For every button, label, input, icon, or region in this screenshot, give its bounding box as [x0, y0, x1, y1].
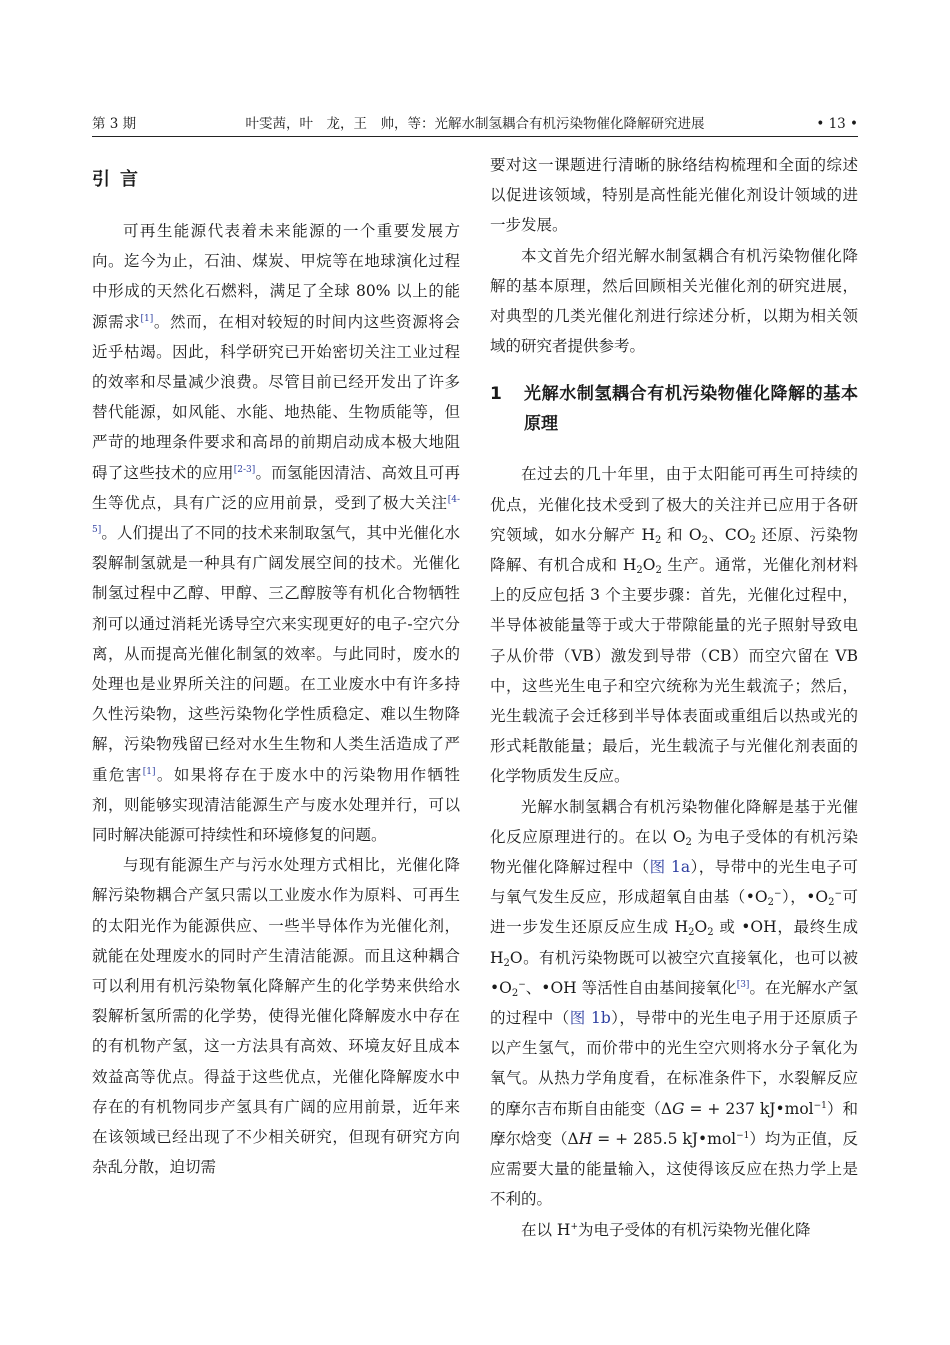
- section-1-paragraph-2: 光解水制氢耦合有机污染物催化降解是基于光催化反应原理进行的。在以 $O_2$ 为电子受体的有机污染物光催化降解过程中（图 1a），导带中的光生电子可与氧气发生反应，形成超氧自由基$(•O_2^-)$，$•O_2^-$可进一步发生还原反应生成 $H_2O_2$ 或 •OH，最终生成 $H_2O$。有机污染物既可以被空穴直接氧化，也可以被$•O_2^-$、•OH 等活性自由基间接氧化[3]。在光解水产氢的过程中（图 1b），导带中的光生电子用于还原质子以产生氢气，而价带中的光生空穴则将水分子氧化为氧气。从热力学角度看，在标准条件下，水裂解反应的摩尔吉布斯自由能变（ΔG = + 237 kJ•mol$^{-1}$）和摩尔焓变（ΔH = + 285.5 kJ•mol$^{-1}$）均为正值，反应需要大量的能量输入，这使得该反应在热力学上是不利的。: [490, 797, 858, 1209]
- running-header: [92, 113, 858, 135]
- figure-1a-link[interactable]: 图 1a: [649, 858, 691, 877]
- header-rule: [92, 136, 858, 137]
- figure-1b-link[interactable]: 图 1b: [569, 1009, 611, 1028]
- citation-link[interactable]: [2-3]: [233, 464, 256, 475]
- intro-paragraph-3: 本文首先介绍光解水制氢耦合有机污染物催化降解的基本原理，然后回顾相关光催化剂的研究进展，对典型的几类光催化剂进行综述分析，以期为相关领域的研究者提供参考。: [490, 246, 858, 356]
- intro-paragraph-1: 可再生能源代表着未来能源的一个重要发展方向。迄今为止，石油、煤炭、甲烷等在地球演化过程中形成的天然化石燃料，满足了全球 80% 以上的能源需求[1]。然而，在相对较短的时间内这些资源将会近乎枯竭。因此，科学研究已开始密切关注工业过程的效率和尽量减少浪费。尽管目前已经开发出了许多替代能源，如风能、水能、地热能、生物质能等，但严苛的地理条件要求和高昂的前期启动成本极大地阻碍了这些技术的应用[2-3]。而氢能因清洁、高效且可再生等优点，具有广泛的应用前景，受到了极大关注[4-5]。人们提出了不同的技术来制取氢气，其中光催化水裂解制氢就是一种具有广阔发展空间的技术。光催化制氢过程中乙醇、甲醇、三乙醇胺等有机化合物牺牲剂可以通过消耗光诱导空穴来实现更好的电子-空穴分离，从而提高光催化制氢的效率。与此同时，废水的处理也是业界所关注的问题。在工业废水中有许多持久性污染物，这些污染物化学性质稳定、难以生物降解，污染物残留已经对水生生物和人类生活造成了严重危害[1]。如果将存在于废水中的污染物用作牺牲剂，则能够实现清洁能源生产与废水处理并行，可以同时解决能源可持续性和环境修复的问题。: [92, 222, 460, 845]
- section-1-paragraph-3: 在以 H+为电子受体的有机污染物光催化降: [521, 1220, 811, 1239]
- citation-link[interactable]: [4-5]: [92, 494, 460, 536]
- page-number: • 13 •: [816, 116, 858, 132]
- section-title: 光解水制氢耦合有机污染物催化降解的基本原理: [524, 384, 858, 435]
- section-1-paragraph-1: 在过去的几十年里，由于太阳能可再生可持续的优点，光催化技术受到了极大的关注并已应用于各研究领域，如水分解产 $H_2$ 和 $O_2$、$CO_2$ 还原、污染物降解、有机合成和 $H_2O_2$ 生产。通常，光催化剂材料上的反应包括 3 个主要步骤：首先，光催化过程中，半导体被能量等于或大于带隙能量的光子照射导致电子从价带（VB）激发到导带（CB）而空穴留在 VB 中，这些光生电子和空穴统称为光生载流子；然后，光生载流子会迁移到半导体表面或重组后以热或光的形式耗散能量；最后，光生载流子与光催化剂表面的化学物质发生反应。: [490, 465, 858, 786]
- intro-paragraph-2-continued: 要对这一课题进行清晰的脉络结构梳理和全面的综述以促进该领域，特别是高性能光催化剂设计领域的进一步发展。: [490, 156, 858, 235]
- citation-link[interactable]: [1]: [140, 313, 154, 324]
- left-column: [92, 150, 460, 1183]
- running-title: 叶雯茜，叶 龙，王 帅，等：光解水制氢耦合有机污染物催化降解研究进展: [245, 116, 705, 132]
- section-number: 1: [490, 384, 502, 405]
- right-column: [490, 150, 858, 1245]
- citation-link[interactable]: [1]: [142, 766, 156, 777]
- intro-paragraph-2: 与现有能源生产与污水处理方式相比，光催化降解污染物耦合产氢只需以工业废水作为原料、可再生的太阳光作为能源供应、一些半导体作为光催化剂，就能在处理废水的同时产生清洁能源。而且这种耦合可以利用有机污染物氧化降解产生的化学势来供给水裂解析氢所需的化学势，使得光催化降解废水中存在的有机物产氢，这一方法具有高效、环境友好且成本效益高等优点。得益于这些优点，光催化降解废水中存在的有机物同步产氢具有广阔的应用前景，近年来在该领域已经出现了不少相关研究，但现有研究方向杂乱分散，迫切需: [92, 856, 460, 1177]
- issue-number: 第 3 期: [92, 116, 137, 132]
- section-1-heading: [490, 379, 858, 439]
- citation-link[interactable]: [3]: [736, 979, 750, 990]
- intro-heading: 引言: [92, 169, 148, 190]
